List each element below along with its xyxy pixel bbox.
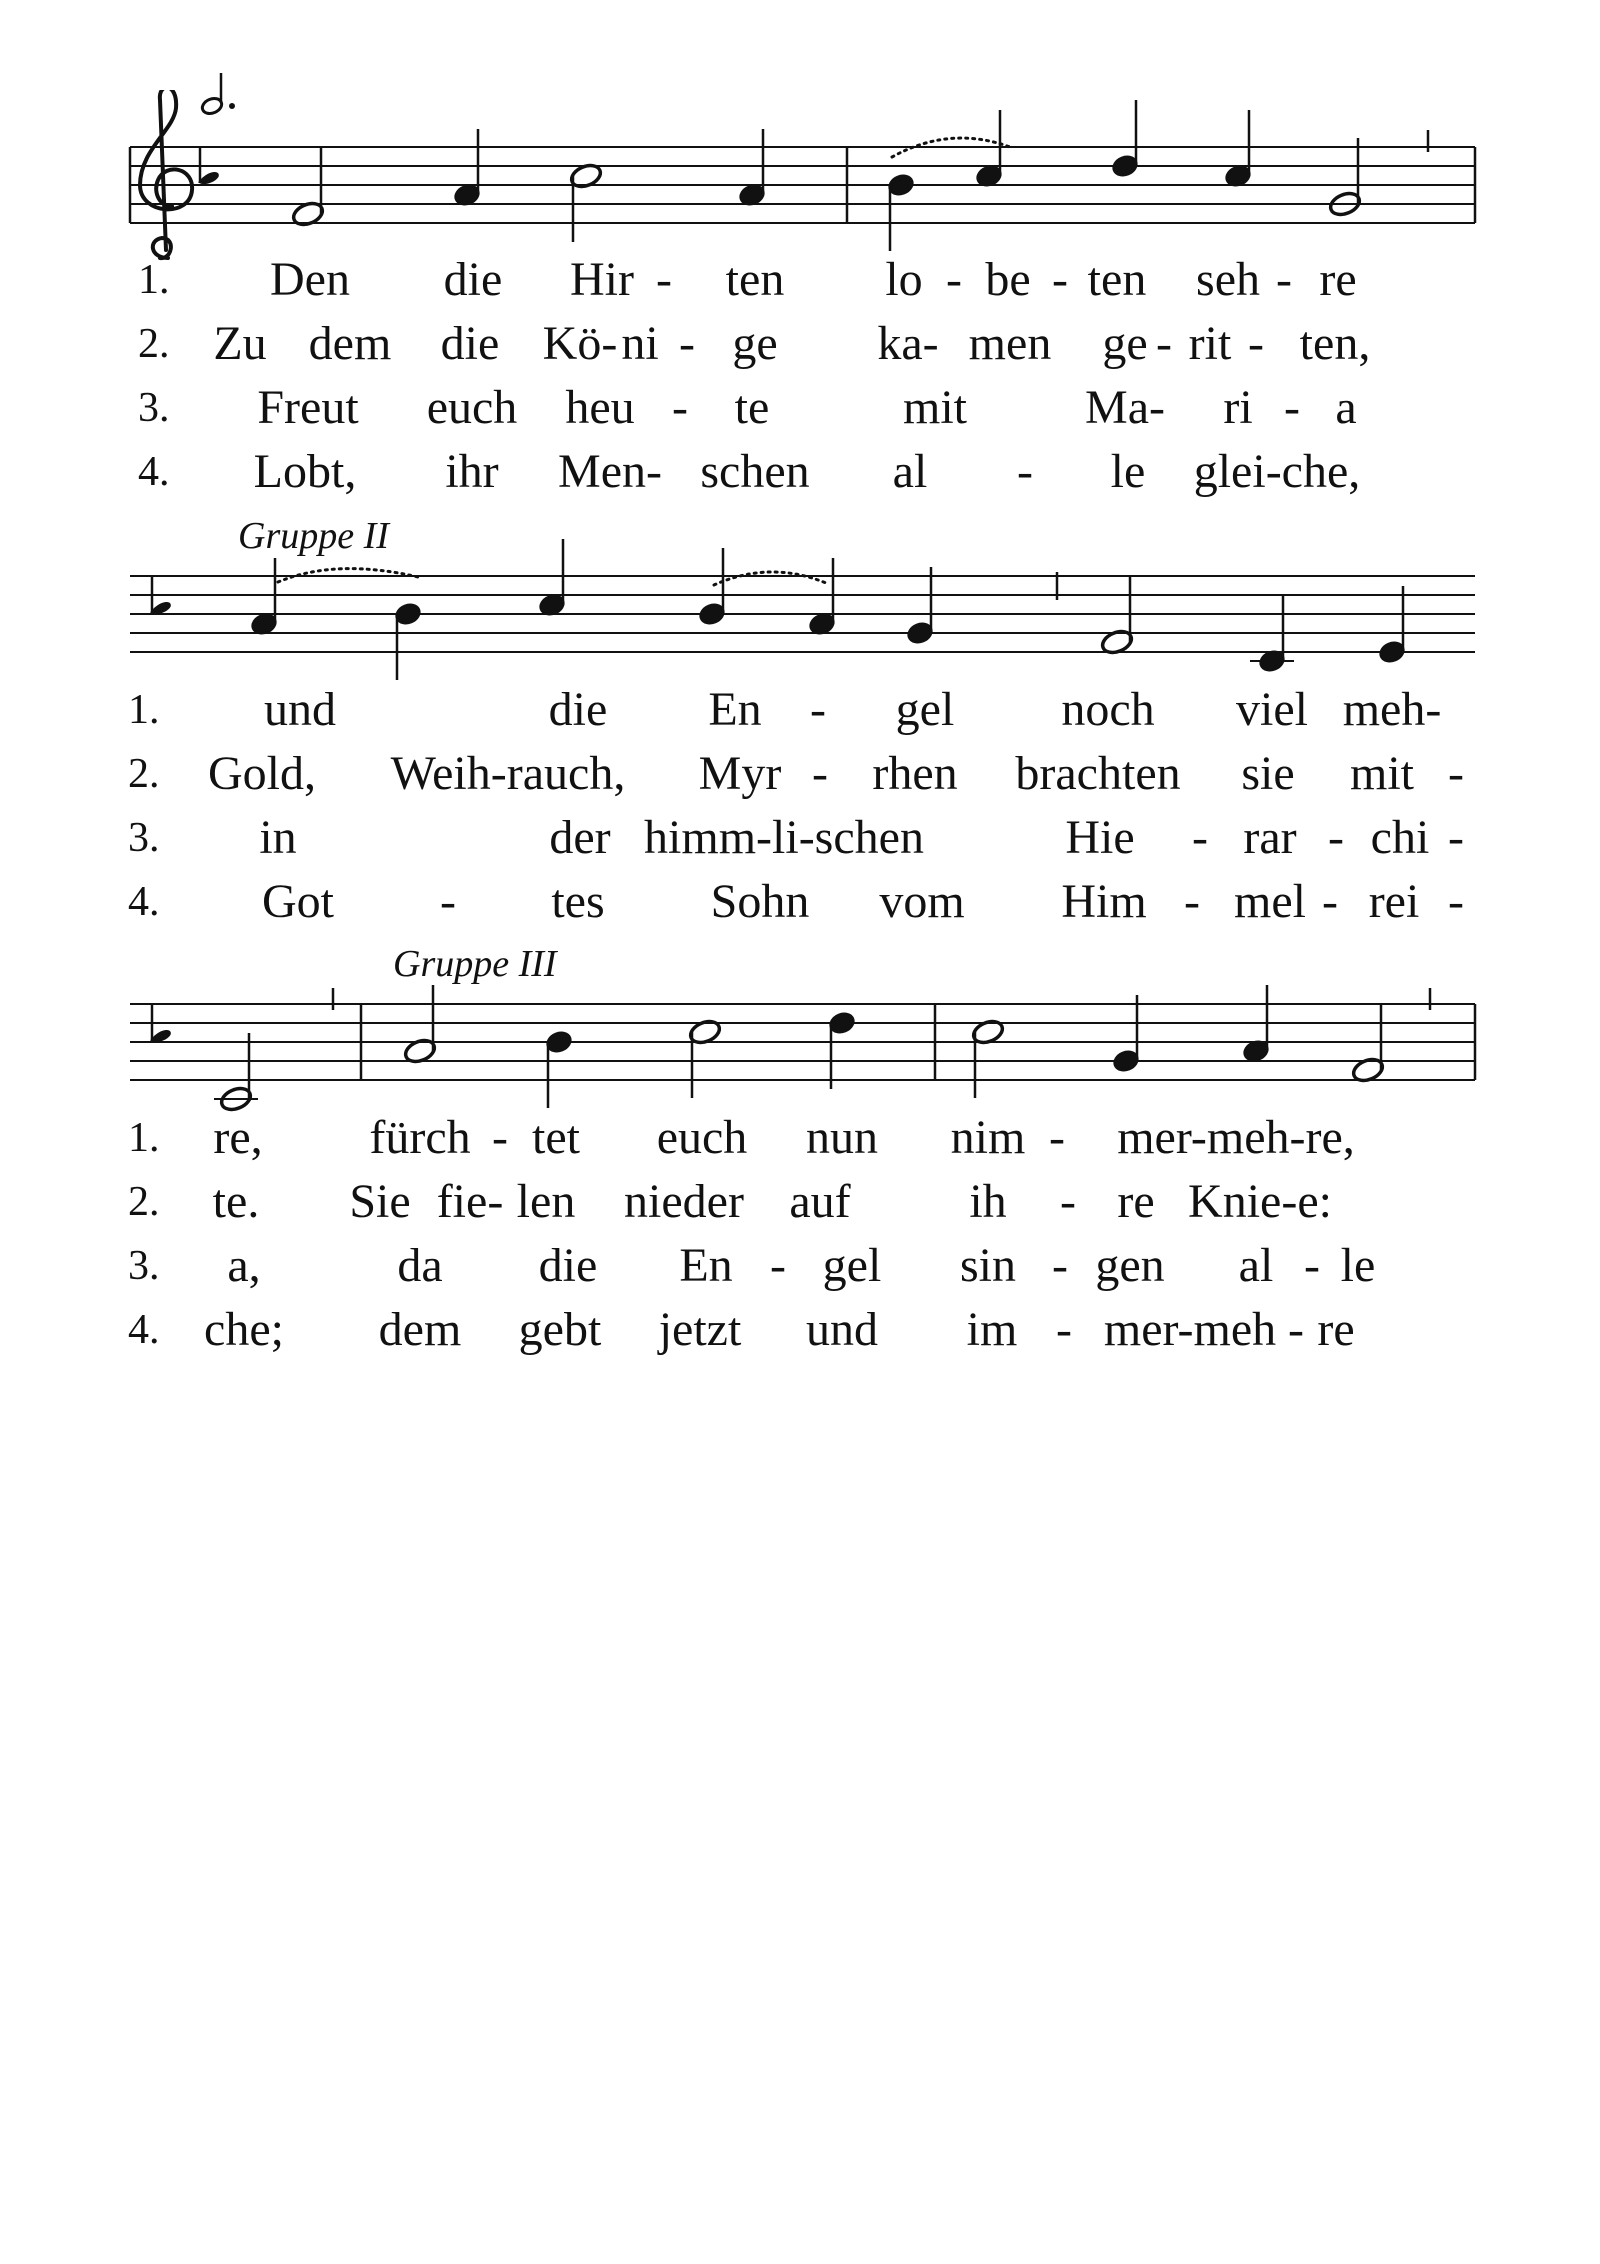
- lyric-line-1-3: [0, 378, 1600, 438]
- lyric-line-2-2: [0, 744, 1600, 804]
- verse-number: 2.: [128, 751, 160, 797]
- syllable: glei-che,: [1193, 445, 1361, 498]
- syllable: -: [1448, 875, 1464, 928]
- syllable: len: [516, 1175, 576, 1228]
- syllable: -: [1284, 381, 1300, 434]
- syllable: le: [1110, 445, 1146, 498]
- syllable: himm-li-schen: [644, 811, 924, 864]
- syllable: brachten: [1015, 747, 1181, 800]
- syllable: heu: [565, 381, 635, 434]
- syllable: mel: [1234, 875, 1306, 928]
- syllable: ten: [1087, 253, 1147, 306]
- syllable: lo: [885, 253, 923, 306]
- syllable: -: [656, 253, 672, 306]
- syllable: sie: [1241, 747, 1295, 800]
- syllable: -: [1056, 1303, 1072, 1356]
- syllable: ri: [1223, 381, 1253, 434]
- syllable: te.: [212, 1175, 260, 1228]
- syllable: die: [548, 683, 608, 736]
- syllable: -: [946, 253, 962, 306]
- staff-lines: [130, 147, 1475, 223]
- syllable: re: [1319, 253, 1357, 306]
- syllable: Knie-e:: [1188, 1175, 1332, 1228]
- notes-system-2: [250, 539, 1414, 680]
- syllable: mer-meh-re,: [1117, 1111, 1355, 1164]
- syllable: und: [264, 683, 336, 736]
- verse-number: 3.: [128, 815, 160, 861]
- group-label-3: Gruppe III: [393, 943, 557, 985]
- syllable: Zu: [213, 317, 267, 370]
- syllable: nieder: [624, 1175, 744, 1228]
- verse-number: 4.: [138, 449, 170, 495]
- syllable: Ma-: [1085, 381, 1165, 434]
- syllable: ih: [969, 1175, 1007, 1228]
- syllable: meh-: [1342, 683, 1442, 736]
- syllable: -: [1322, 875, 1338, 928]
- syllable: Freut: [257, 381, 359, 434]
- lyric-line-3-3: [0, 1236, 1600, 1296]
- syllable: nun: [806, 1111, 878, 1164]
- lyric-line-3-4: [0, 1300, 1600, 1360]
- syllable: -: [1184, 875, 1200, 928]
- syllable: al: [1238, 1239, 1274, 1292]
- staff-lines: [130, 576, 1475, 652]
- verse-number: 3.: [128, 1243, 160, 1289]
- lyric-line-1-2: [0, 314, 1600, 374]
- syllable: En: [679, 1239, 733, 1292]
- syllable: -: [810, 683, 826, 736]
- syllable: mer-meh: [1103, 1303, 1277, 1356]
- syllable: fie-: [436, 1175, 504, 1228]
- syllable: -: [672, 381, 688, 434]
- syllable: Sohn: [710, 875, 810, 928]
- syllable: a,: [227, 1239, 261, 1292]
- syllable: Hir: [570, 253, 634, 306]
- syllable: vom: [879, 875, 965, 928]
- syllable: gel: [822, 1239, 882, 1292]
- syllable: te: [734, 381, 770, 434]
- syllable: dem: [378, 1303, 462, 1356]
- syllable: -: [1448, 747, 1464, 800]
- syllable: jetzt: [658, 1303, 742, 1356]
- syllable: Men-: [558, 445, 662, 498]
- syllable: -: [1276, 253, 1292, 306]
- syllable: in: [259, 811, 297, 864]
- syllable: die: [443, 253, 503, 306]
- syllable: und: [806, 1303, 878, 1356]
- syllable: nim: [950, 1111, 1026, 1164]
- syllable: Sie: [349, 1175, 411, 1228]
- syllable: -: [440, 875, 456, 928]
- verse-number: 1.: [138, 257, 170, 303]
- syllable: Lobt,: [253, 445, 357, 498]
- lyric-line-2-3: [0, 808, 1600, 868]
- lyric-line-2-4: [0, 872, 1600, 932]
- syllable: euch: [426, 381, 518, 434]
- syllable: -: [770, 1239, 786, 1292]
- treble-clef-icon: [140, 90, 192, 258]
- syllable: le: [1340, 1239, 1376, 1292]
- lyric-line-1-1: [0, 250, 1600, 310]
- syllable: dem: [308, 317, 392, 370]
- verse-number: 4.: [128, 1307, 160, 1353]
- verse-number: 4.: [128, 879, 160, 925]
- syllable: be: [985, 253, 1031, 306]
- syllable: tet: [532, 1111, 580, 1164]
- verse-number: 2.: [128, 1179, 160, 1225]
- verse-number: 3.: [138, 385, 170, 431]
- syllable: gen: [1095, 1239, 1165, 1292]
- syllable: -: [1052, 253, 1068, 306]
- syllable: rei: [1368, 875, 1420, 928]
- syllable: men: [968, 317, 1052, 370]
- syllable: Hie: [1065, 811, 1135, 864]
- syllable: viel: [1236, 683, 1308, 736]
- syllable: -: [679, 317, 695, 370]
- lyric-line-1-4: [0, 442, 1600, 502]
- syllable: Weih-rauch,: [390, 747, 626, 800]
- syllable: die: [538, 1239, 598, 1292]
- syllable: Kö-: [542, 317, 618, 370]
- syllable: re: [1317, 1303, 1355, 1356]
- verse-number: 2.: [138, 321, 170, 367]
- staff-lines: [130, 1004, 1475, 1080]
- syllable: Myr: [698, 747, 782, 800]
- syllable: Him: [1061, 875, 1147, 928]
- syllable: re: [1117, 1175, 1155, 1228]
- syllable: euch: [656, 1111, 748, 1164]
- syllable: ihr: [445, 445, 499, 498]
- group-label-2: Gruppe II: [238, 515, 389, 557]
- syllable: ten,: [1299, 317, 1371, 370]
- syllable: auf: [789, 1175, 851, 1228]
- syllable: rhen: [872, 747, 958, 800]
- syllable: da: [397, 1239, 443, 1292]
- syllable: im: [966, 1303, 1018, 1356]
- slur: [714, 572, 826, 585]
- syllable: mit: [1349, 747, 1415, 800]
- syllable: ge: [1102, 317, 1148, 370]
- syllable: -: [1328, 811, 1344, 864]
- syllable: -: [1017, 445, 1033, 498]
- syllable: chi: [1370, 811, 1430, 864]
- syllable: Gold,: [208, 747, 316, 800]
- syllable: -: [1156, 317, 1172, 370]
- syllable: Got: [262, 875, 334, 928]
- syllable: gel: [895, 683, 955, 736]
- syllable: ten: [725, 253, 785, 306]
- syllable: seh: [1196, 253, 1260, 306]
- syllable: mit: [902, 381, 968, 434]
- syllable: al: [892, 445, 928, 498]
- staff-system-1: [0, 90, 1600, 270]
- syllable: -: [1248, 317, 1264, 370]
- staff-system-2: [0, 520, 1600, 690]
- syllable: ni: [621, 317, 659, 370]
- syllable: -: [1192, 811, 1208, 864]
- syllable: -: [1052, 1239, 1068, 1292]
- syllable: -: [1288, 1303, 1304, 1356]
- syllable: -: [1448, 811, 1464, 864]
- syllable: sin: [959, 1239, 1017, 1292]
- syllable: -: [492, 1111, 508, 1164]
- syllable: re,: [213, 1111, 263, 1164]
- lyric-line-3-2: [0, 1172, 1600, 1232]
- syllable: che;: [204, 1303, 284, 1356]
- lyric-line-2-1: [0, 680, 1600, 740]
- syllable: der: [549, 811, 611, 864]
- syllable: ge: [732, 317, 778, 370]
- lyric-line-3-1: [0, 1108, 1600, 1168]
- syllable: fürch: [369, 1111, 471, 1164]
- syllable: noch: [1061, 683, 1155, 736]
- notes-system-1: [291, 100, 1363, 251]
- staff-system-3: [0, 950, 1600, 1120]
- syllable: ka-: [877, 317, 939, 370]
- syllable: Den: [270, 253, 350, 306]
- syllable: En: [708, 683, 762, 736]
- syllable: gebt: [518, 1303, 602, 1356]
- syllable: tes: [551, 875, 605, 928]
- verse-number: 1.: [128, 687, 160, 733]
- verse-number: 1.: [128, 1115, 160, 1161]
- syllable: schen: [700, 445, 810, 498]
- syllable: -: [1060, 1175, 1076, 1228]
- syllable: a: [1335, 381, 1357, 434]
- syllable: die: [440, 317, 500, 370]
- syllable: rit: [1188, 317, 1232, 370]
- syllable: -: [812, 747, 828, 800]
- syllable: -: [1049, 1111, 1065, 1164]
- syllable: rar: [1243, 811, 1297, 864]
- syllable: -: [1304, 1239, 1320, 1292]
